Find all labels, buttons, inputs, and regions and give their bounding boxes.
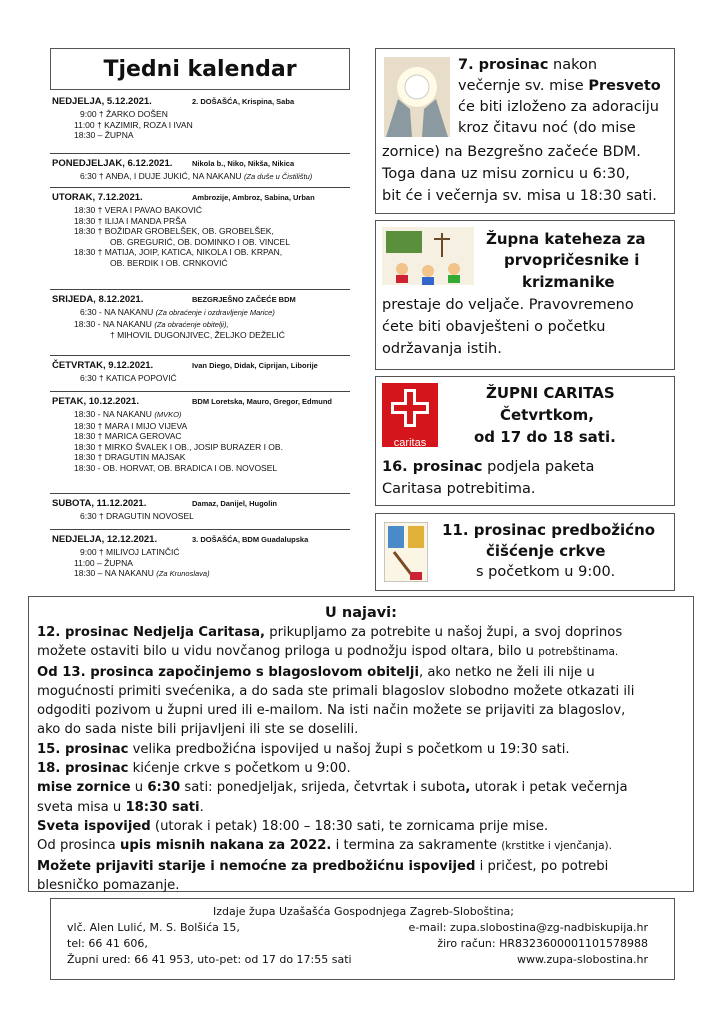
- catechesis-line: ćete biti obavješteni o početku: [382, 319, 606, 335]
- caritas-line: Caritasa potrebitima.: [382, 481, 536, 497]
- day-name: ČETVRTAK, 9.12.2021.: [52, 360, 154, 371]
- mass-note: (Za duše u Čistilištu): [243, 172, 313, 181]
- weekly-calendar: [50, 92, 350, 592]
- adoration-box: [375, 48, 675, 214]
- caritas-heading: ŽUPNI CARITAS: [486, 384, 615, 402]
- catechesis-line: prestaje do veljače. Pravovremeno: [382, 297, 634, 313]
- adoration-line: zornice) na Bezgrešno začeće BDM.: [382, 144, 641, 160]
- mass-entry: 6:30 † ANĐA, I DUJE JUKIĆ, NA NAKANU (Za duše u Čistilištu): [80, 171, 313, 181]
- catechesis-heading: krizmanike: [522, 273, 615, 291]
- day-name: NEDJELJA, 12.12.2021.: [52, 534, 158, 545]
- calendar-day: [50, 158, 350, 188]
- day-saints: BDM Loretska, Mauro, Gregor, Edmund: [192, 397, 333, 406]
- caritas-cross-icon: [382, 383, 438, 433]
- mass-entry: 6:30 † KATICA POPOVIĆ: [80, 373, 177, 383]
- announcement-line: 18. prosinac kićenje crkve s početkom u 9:00.: [37, 761, 351, 777]
- day-saints: 2. DOŠAŠĆA, Krispina, Saba: [192, 97, 295, 106]
- day-name: PONEDJELJAK, 6.12.2021.: [52, 158, 173, 169]
- calendar-day: [50, 96, 350, 154]
- catechesis-box: [375, 220, 675, 370]
- announcement-line: sveta misa u 18:30 sati.: [37, 799, 204, 815]
- mass-entry: OB. BERDIK I OB. CRNKOVIĆ: [110, 257, 228, 268]
- day-name: SRIJEDA, 8.12.2021.: [52, 294, 144, 305]
- announcement-line: možete ostaviti bilo u vidu novčanog priloga u podnožju ispod oltara, bilo u potrebštinama.: [37, 644, 619, 660]
- cleaning-heading: 11. prosinac predbožićno: [442, 521, 656, 539]
- announcement-line: Od 13. prosinca započinjemo s blagoslovom obitelji, ako netko ne želi ili nije u: [37, 664, 595, 680]
- adoration-line: Toga dana uz misu zornicu u 6:30,: [382, 166, 630, 182]
- mass-entry: 18:30 - NA NAKANU (MVKO): [74, 409, 182, 419]
- caritas-heading: Četvrtkom,: [500, 406, 594, 424]
- announcement-line: Od prosinca upis misnih nakana za 2022. i termina za sakramente (krstitke i vjenčanja).: [37, 838, 612, 854]
- mass-entry: 18:30 † MARICA GEROVAC: [74, 431, 182, 442]
- mass-note: (MVKO): [154, 410, 182, 419]
- mass-entry: 18:30 † BOŽIDAR GROBELŠEK, OB. GROBELŠEK,: [74, 226, 274, 237]
- mass-entry: 18:30 - OB. HORVAT, OB. BRADICA I OB. NOVOSEL: [74, 462, 278, 473]
- announcement-line: mise zornice u 6:30 sati: ponedjeljak, srijeda, četvrtak i subota, utorak i petak večernja: [37, 780, 628, 796]
- mass-entry: 18:30 † VERA I PAVAO BAKOVIĆ: [74, 205, 203, 215]
- mass-entry: OB. GREGURIĆ, OB. DOMINKO I OB. VINCEL: [110, 236, 290, 247]
- mass-entry: 6:30 - NA NAKANU (Za obraćenje i ozdravljenje Marice): [80, 307, 275, 317]
- announcement-line: ako do sada niste bili prijavljeni ili ste se doselili.: [37, 722, 359, 738]
- caritas-line: 16. prosinac podjela paketa: [382, 459, 595, 475]
- footer-priest: vlč. Alen Lulić, M. S. Bolšića 15,: [67, 921, 240, 934]
- cleaning-image: [384, 522, 428, 582]
- calendar-day: [50, 498, 350, 530]
- mass-note: (Za obraćenje i ozdravljenje Marice): [155, 308, 275, 317]
- caritas-logo-text: caritas: [393, 437, 427, 449]
- announcement-line: blesničko pomazanje.: [37, 877, 180, 893]
- mass-entry: 6:30 † DRAGUTIN NOVOSEL: [80, 511, 194, 521]
- cleaning-heading: čišćenje crkve: [486, 542, 606, 560]
- footer-email: e-mail: zupa.slobostina@zg-nadbiskupija.hr: [408, 921, 648, 934]
- mass-entry: 18:30 † MARA I MIJO VIJEVA: [74, 420, 188, 431]
- footer-publisher: Izdaje župa Uzašašća Gospodnjega Zagreb-Sloboština;: [212, 905, 515, 918]
- day-name: PETAK, 10.12.2021.: [52, 396, 139, 407]
- day-saints: BEZGRJEŠNO ZAČEĆE BDM: [192, 295, 296, 304]
- calendar-day: [50, 192, 350, 290]
- cleaning-box: [375, 513, 675, 591]
- mass-entry: 9:00 † ŽARKO DOŠEN: [80, 109, 168, 119]
- mass-entry: 18:30 † ILIJA I MANDA PRŠA: [74, 215, 187, 226]
- announcement-line: Možete prijaviti starije i nemoćne za predbožićnu ispovijed i pričest, po potrebi: [37, 858, 609, 874]
- mass-entry: 18:30 – NA NAKANU (Za Krunoslava): [74, 568, 210, 579]
- announcements-title: U najavi:: [325, 605, 397, 621]
- calendar-day: [50, 360, 350, 392]
- mass-entry: 11:00 – ŽUPNA: [74, 557, 133, 568]
- announcement-line: Sveta ispovijed (utorak i petak) 18:00 – 18:30 sati, te zornicama prije mise.: [37, 818, 549, 834]
- announcement-line: 15. prosinac velika predbožićna ispovijed u našoj župi s početkom u 19:30 sati.: [37, 741, 570, 757]
- day-saints: Damaz, Danijel, Hugolin: [192, 499, 278, 508]
- announcements-box: [28, 596, 694, 892]
- adoration-line: večernje sv. mise Presveto: [458, 78, 661, 94]
- caritas-logo: [382, 383, 438, 447]
- day-saints: Nikola b., Niko, Nikša, Nikica: [192, 159, 295, 168]
- cleaning-line: s početkom u 9:00.: [476, 564, 616, 580]
- announcement-line: odgoditi pozivom u župni ured ili e-mailom. Na isti način možete se prijaviti za blagoslov,: [37, 703, 626, 719]
- mass-entry: 18:30 † MATIJA, JOIP, KATICA, NIKOLA I OB. KRPAN,: [74, 247, 283, 258]
- mass-entry: † MIHOVIL DUGONJIVEC, ŽELJKO DEŽELIĆ: [110, 330, 285, 341]
- day-name: UTORAK, 7.12.2021.: [52, 192, 143, 203]
- footer-web: www.zupa-slobostina.hr: [517, 953, 648, 966]
- footer-box: [50, 898, 675, 980]
- mass-entry: 18:30 – ŽUPNA: [74, 130, 134, 141]
- catechesis-heading: Župna kateheza za: [486, 230, 646, 248]
- day-saints: 3. DOŠAŠĆA, BDM Guadalupska: [192, 535, 309, 544]
- footer-office: Župni ured: 66 41 953, uto-pet: od 17 do 17:55 sati: [67, 953, 352, 966]
- caritas-box: [375, 376, 675, 506]
- day-saints: Ambrozije, Ambroz, Sabina, Urban: [192, 193, 315, 202]
- mass-note: (Za Krunoslava): [156, 569, 210, 579]
- calendar-title-box: [50, 48, 350, 90]
- monstrance-hands-image: [384, 57, 450, 137]
- footer-account: žiro račun: HR8323600001101578988: [437, 937, 648, 950]
- classroom-image: [382, 227, 474, 285]
- adoration-line: će biti izloženo za adoraciju: [458, 99, 659, 115]
- mass-entry: 18:30 - NA NAKANU (Za obraćenje obitelji),: [74, 318, 229, 329]
- announcement-line: 12. prosinac Nedjelja Caritasa, prikupljamo za potrebite u našoj župi, a svoj doprinos: [37, 625, 623, 640]
- day-name: SUBOTA, 11.12.2021.: [52, 498, 147, 509]
- footer-tel: tel: 66 41 606,: [67, 937, 148, 950]
- catechesis-line: održavanja istih.: [382, 341, 502, 357]
- caritas-heading: od 17 do 18 sati.: [474, 428, 616, 446]
- mass-note: (Za obraćenje obitelji),: [154, 319, 229, 329]
- adoration-line: 7. prosinac nakon: [458, 57, 598, 73]
- adoration-line: bit će i večernja sv. misa u 18:30 sati.: [382, 188, 657, 204]
- calendar-title: Tjedni kalendar: [103, 57, 297, 82]
- calendar-day: [50, 396, 350, 494]
- mass-entry: 18:30 † MIRKO ŠVALEK I OB., JOSIP BURAZER I OB.: [74, 441, 283, 452]
- calendar-day: [50, 294, 350, 356]
- mass-entry: 9:00 † MILIVOJ LATINČIĆ: [80, 547, 180, 557]
- mass-entry: 18:30 † DRAGUTIN MAJSAK: [74, 452, 186, 463]
- day-saints: Ivan Diego, Didak, Ciprijan, Liborije: [192, 361, 318, 370]
- adoration-line: kroz čitavu noć (do mise: [458, 120, 636, 136]
- catechesis-heading: prvopričesnike i: [504, 251, 640, 269]
- day-name: NEDJELJA, 5.12.2021.: [52, 96, 152, 107]
- calendar-day: [50, 534, 350, 590]
- announcement-line: mogućnosti primiti svećenika, a do sada ste primali blagoslov slobodno možete otkazati ili: [37, 683, 635, 699]
- mass-entry: 11:00 † KAZIMIR, ROZA I IVAN: [74, 119, 193, 130]
